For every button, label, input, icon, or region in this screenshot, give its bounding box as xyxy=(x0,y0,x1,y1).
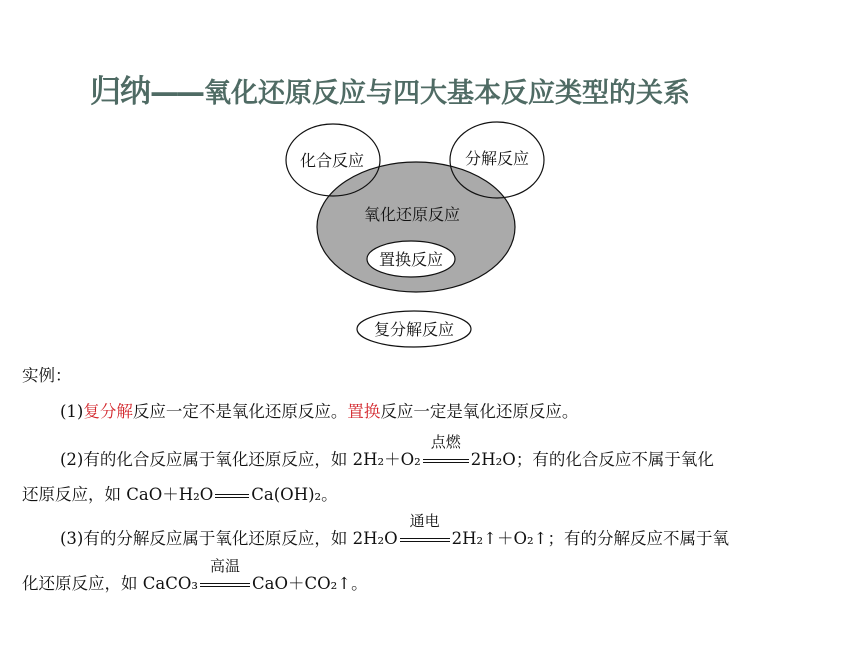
combination-label: 化合反应 xyxy=(299,151,365,170)
title-dash: —— xyxy=(150,75,202,109)
example-3-text-3: 化还原反应，如 xyxy=(22,574,143,593)
equation-cao-h2o-equals xyxy=(215,485,249,504)
example-1-highlight-2: 置换 xyxy=(347,402,381,421)
example-1-number: (1) xyxy=(60,402,84,421)
equation-electrolysis-arrow xyxy=(400,512,450,548)
equation-electrolysis-left: 2H₂O xyxy=(352,529,398,548)
example-3-end: 。 xyxy=(351,574,368,593)
equation-cao-h2o-left: CaO＋H₂O xyxy=(126,485,214,504)
redox-label: 氧化还原反应 xyxy=(363,205,461,224)
equation-cao-h2o-right: Ca(OH)₂ xyxy=(251,485,322,504)
example-1-text-1: 反应一定不是氧化还原反应。 xyxy=(132,402,348,421)
double-decomposition-label: 复分解反应 xyxy=(373,320,455,339)
equation-h2-o2-condition: 点燃 xyxy=(430,433,461,451)
example-2-line-2 xyxy=(22,481,338,505)
example-2-end: 。 xyxy=(321,485,338,504)
decomposition-label: 分解反应 xyxy=(464,149,530,168)
example-1-text-2: 反应一定是氧化还原反应。 xyxy=(380,402,579,421)
equation-electrolysis-condition: 通电 xyxy=(409,512,440,530)
example-1 xyxy=(60,398,578,422)
example-3-text-1: 有的分解反应属于氧化还原反应，如 xyxy=(83,529,353,548)
example-2-number: (2) xyxy=(60,450,84,469)
equation-caco3-right: CaO＋CO₂↑ xyxy=(251,574,352,593)
example-2-line-1 xyxy=(60,433,714,470)
example-3-line-2 xyxy=(22,557,368,594)
example-3-number: (3) xyxy=(60,529,84,548)
equation-h2-o2-right: 2H₂O xyxy=(470,450,516,469)
equation-h2-o2-left: 2H₂＋O₂ xyxy=(352,450,421,469)
example-2-text-3: 还原反应，如 xyxy=(22,485,127,504)
equation-caco3-left: CaCO₃ xyxy=(142,574,198,593)
equation-electrolysis-right: 2H₂↑＋O₂↑ xyxy=(451,529,548,548)
examples-label: 实例： xyxy=(22,366,72,385)
displacement-label: 置换反应 xyxy=(378,250,444,269)
equation-h2-o2-arrow xyxy=(423,433,469,469)
example-1-highlight-1: 复分解 xyxy=(83,402,133,421)
example-2-text-2: ；有的化合反应不属于氧化 xyxy=(515,450,714,469)
example-2-text-1: 有的化合反应属于氧化还原反应，如 xyxy=(83,450,353,469)
example-3-line-1 xyxy=(60,512,729,549)
equation-caco3-condition: 高温 xyxy=(209,557,240,575)
title-text: 氧化还原反应与四大基本反应类型的关系 xyxy=(204,78,690,109)
example-3-text-2: ；有的分解反应不属于氧 xyxy=(547,529,729,548)
equation-caco3-arrow xyxy=(200,557,250,593)
title-strong: 归纳 xyxy=(90,74,150,110)
